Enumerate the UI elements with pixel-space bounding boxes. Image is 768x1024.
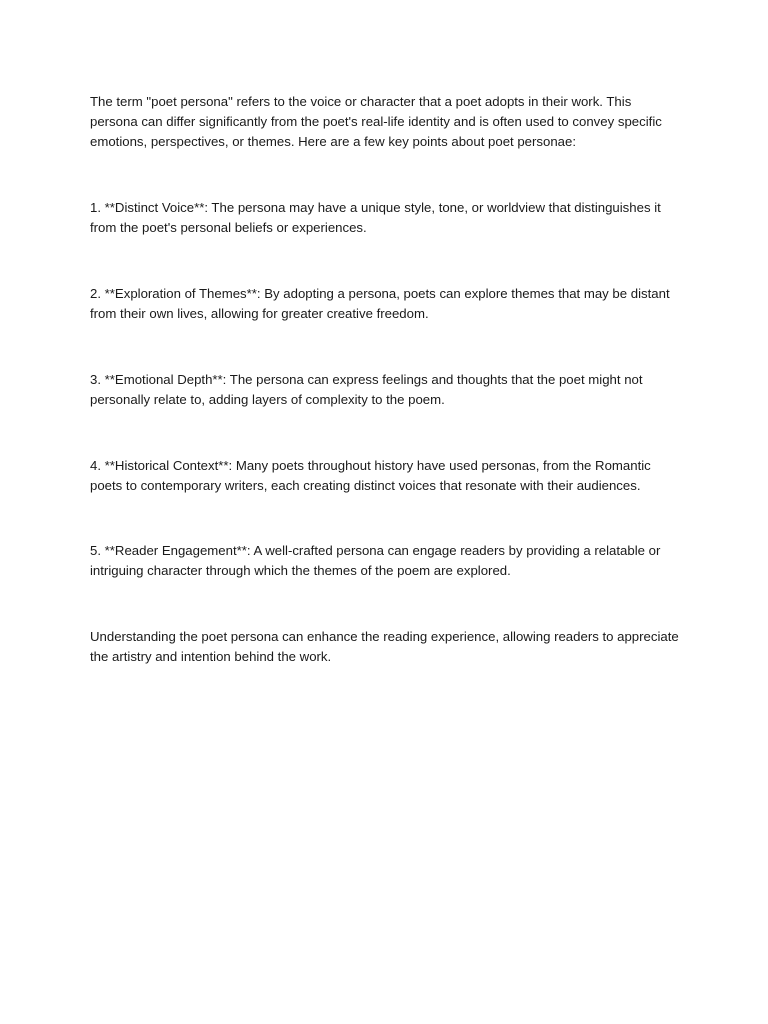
point-historical-context: 4. **Historical Context**: Many poets throughout history have used personas, from the Romantic poets to contemporary writers, each creating distinct voices that resonate with their audiences. [90,458,651,493]
conclusion-paragraph: Understanding the poet persona can enhance the reading experience, allowing readers to appreciate the artistry and intention behind the work. [90,629,679,664]
point-distinct-voice: 1. **Distinct Voice**: The persona may have a unique style, tone, or worldview that distinguishes it from the poet's personal beliefs or experiences. [90,200,661,235]
point-exploration-of-themes: 2. **Exploration of Themes**: By adopting a persona, poets can explore themes that may be distant from their own lives, allowing for greater creative freedom. [90,286,670,321]
intro-paragraph: The term "poet persona" refers to the voice or character that a poet adopts in their work. This persona can differ significantly from the poet's real-life identity and is often used to convey specific emotions, perspectives, or themes. Here are a few key points about poet personae: [90,94,662,149]
point-reader-engagement: 5. **Reader Engagement**: A well-crafted persona can engage readers by providing a relatable or intriguing character through which the themes of the poem are explored. [90,543,661,578]
point-emotional-depth: 3. **Emotional Depth**: The persona can express feelings and thoughts that the poet might not personally relate to, adding layers of complexity to the poem. [90,372,643,407]
